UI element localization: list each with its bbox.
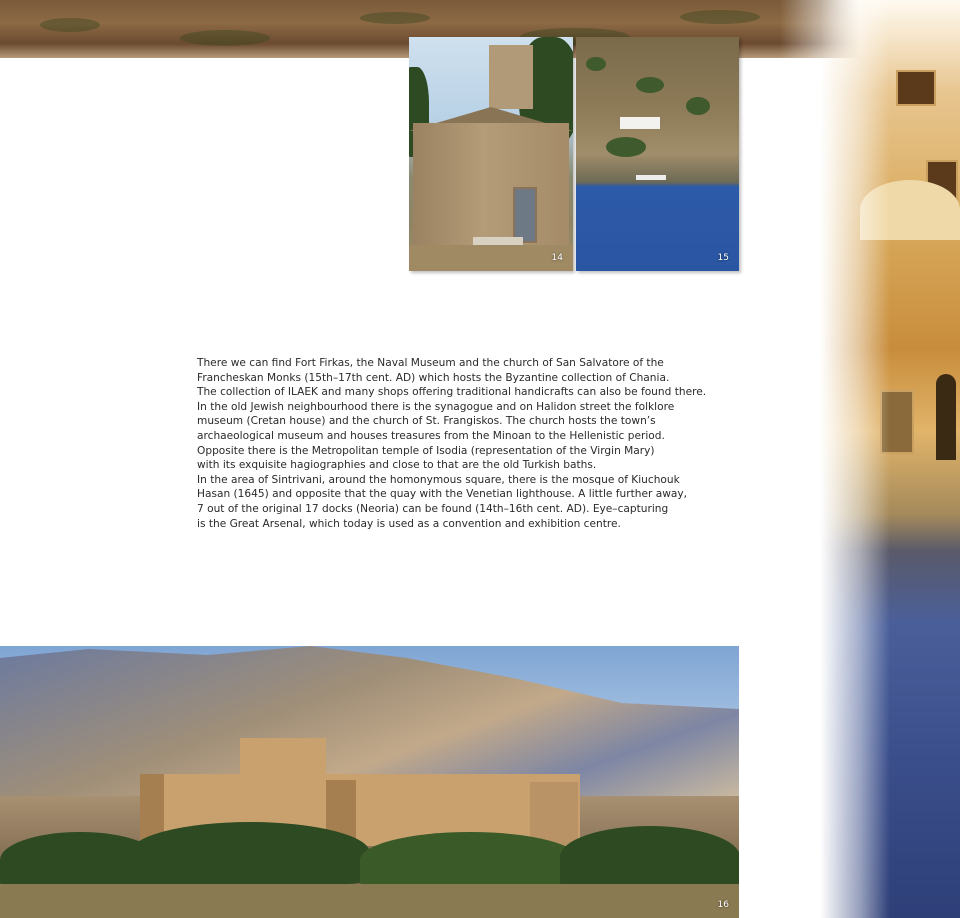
text-line: The collection of ILAEK and many shops offering traditional handicrafts can also be found there. — [197, 386, 707, 399]
photo-number-14: 14 — [551, 253, 563, 263]
right-side-photo — [820, 0, 960, 918]
text-line: museum (Cretan house) and the church of St. Frangiskos. The church hosts the town’s — [197, 415, 656, 428]
text-line: Hasan (1645) and opposite that the quay with the Venetian lighthouse. A little further away, — [197, 488, 687, 501]
photo-stone-chapel — [409, 37, 573, 271]
text-line: There we can find Fort Firkas, the Naval Museum and the church of San Salvatore of the — [197, 357, 664, 369]
text-line: archaeological museum and houses treasures from the Minoan to the Hellenistic period. — [197, 429, 665, 442]
text-line: In the area of Sintrivani, around the homonymous square, there is the mosque of Kiuchouk — [197, 473, 680, 486]
photo-number-16: 16 — [717, 900, 729, 910]
text-line: Opposite there is the Metropolitan temple of Isodia (representation of the Virgin Mary) — [197, 444, 655, 457]
photo-fortress — [0, 646, 739, 918]
article-body — [197, 356, 737, 531]
text-line: with its exquisite hagiographies and close to that are the old Turkish baths. — [197, 459, 597, 472]
text-line: is the Great Arsenal, which today is used as a convention and exhibition centre. — [197, 517, 621, 530]
text-line: 7 out of the original 17 docks (Neoria) can be found (14th–16th cent. AD). Eye–capturing — [197, 502, 669, 515]
photo-number-15: 15 — [717, 253, 729, 263]
photo-coastal-cove — [576, 37, 739, 271]
text-line: Francheskan Monks (15th–17th cent. AD) which hosts the Byzantine collection of Chania. — [197, 371, 670, 384]
text-line: In the old Jewish neighbourhood there is the synagogue and on Halidon street the folklore — [197, 400, 675, 413]
